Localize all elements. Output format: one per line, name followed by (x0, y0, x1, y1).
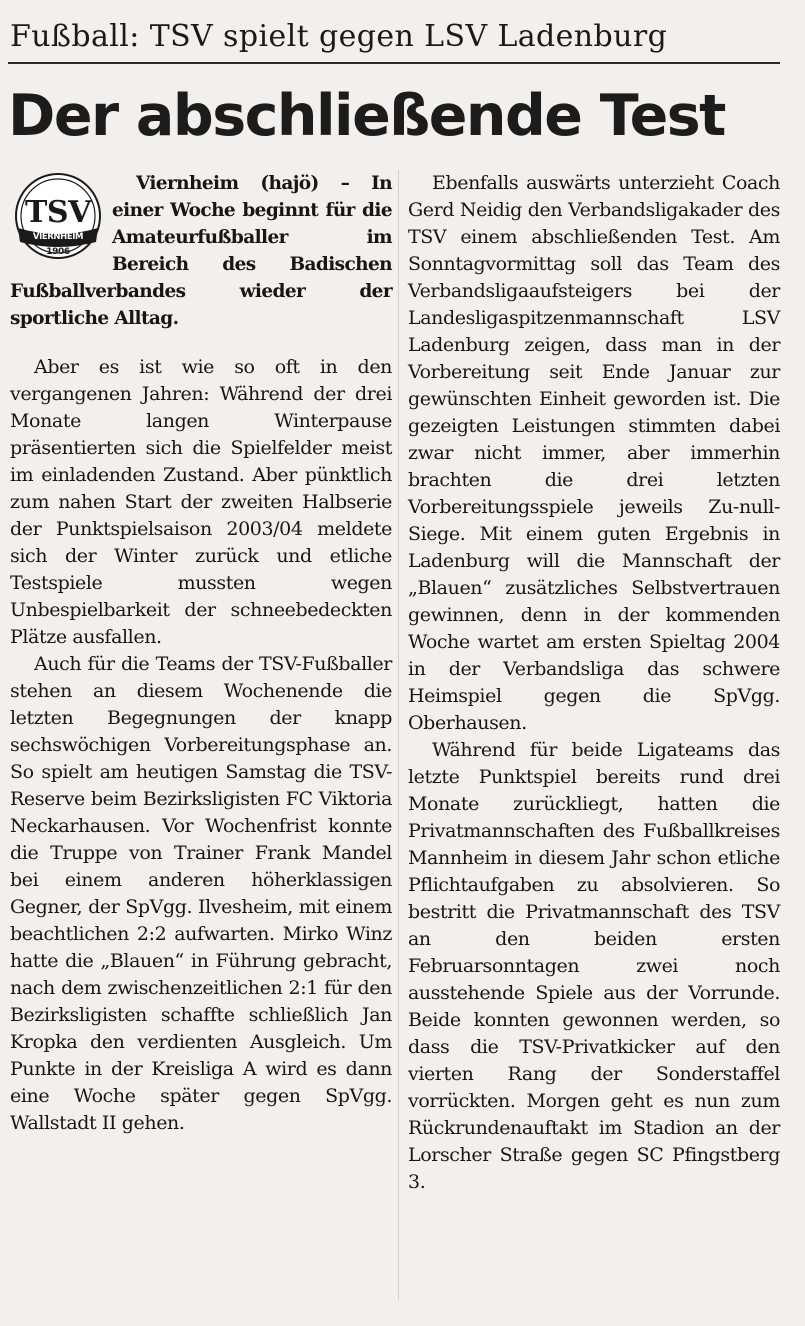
column-right (408, 170, 780, 1196)
kicker-line: Fußball: TSV spielt gegen LSV Ladenburg (10, 19, 668, 54)
body-paragraph: Ebenfalls auswärts unterzieht Coach Gerd Neidig den Verbandsligakader des TSV einem abschließenden Test. Am Sonntagvormittag soll das Team des Verbandsligaaufsteigers bei der Landesligaspitzenmannschaft LSV Ladenburg zeigen, dass man in der Vorbereitung seit Ende Januar zur gewünschten Einheit geworden ist. Die gezeigten Leistungen stimmten dabei zwar nicht immer, aber immerhin brachten die drei letzten Vorbereitungsspiele jeweils Zu-null-Siege. Mit einem guten Ergebnis in Ladenburg will die Mannschaft der „Blauen“ zusätzliches Selbstvertrauen gewinnen, denn in der kommenden Woche wartet am ersten Spieltag 2004 in der Verbandsliga das schwere Heimspiel gegen die SpVgg. Oberhausen. (408, 172, 780, 734)
lead-paragraph: Viernheim (hajö) – In einer Woche beginnt für die Amateurfußballer im Bereich des Badischen Fußballverbandes wieder der sportliche Alltag. (10, 173, 392, 329)
headline: Der abschließende Test (8, 83, 725, 149)
crest-place: VIERNHEIM (32, 232, 84, 242)
body-paragraph: Auch für die Teams der TSV-Fußballer stehen an diesem Wochenende die letzten Begegnungen der knapp sechswöchigen Vorbereitungsphase an. So spielt am heutigen Samstag die TSV-Reserve beim Bezirksligisten FC Viktoria Neckarhausen. Vor Wochenfrist konnte die Truppe von Trainer Frank Mandel bei einem anderen höherklassigen Gegner, der SpVgg. Ilvesheim, mit einem beachtlichen 2:2 aufwarten. Mirko Winz hatte die „Blauen“ in Führung gebracht, nach dem zwischenzeitlichen 2:1 für den Bezirksligisten schaffte schließlich Jan Kropka den verdienten Ausgleich. Um Punkte in der Kreisliga A wird es dann eine Woche später gegen SpVgg. Wallstadt II gehen. (10, 653, 392, 1134)
column-divider (398, 170, 399, 1300)
crest-letters: TSV (24, 195, 92, 230)
crest-year: 1906 (46, 247, 70, 257)
body-paragraph: Aber es ist wie so oft in den vergangenen Jahren: Während der drei Monate langen Winterpause präsentierten sich die Spielfelder meist im einladenden Zustand. Aber pünktlich zum nahen Start der zweiten Halbserie der Punktspielsaison 2003/04 meldete sich der Winter zurück und etliche Testspiele mussten wegen Unbespielbarkeit der schneebedeckten Plätze ausfallen. (10, 356, 392, 648)
tsv-viernheim-crest-icon (10, 172, 106, 264)
body-paragraph: Während für beide Ligateams das letzte Punktspiel bereits rund drei Monate zurückliegt, hatten die Privatmannschaften des Fußballkreises Mannheim in diesem Jahr schon etliche Pflichtaufgaben zu absolvieren. So bestritt die Privatmannschaft des TSV an den beiden ersten Februarsonntagen zwei noch ausstehende Spiele aus der Vorrunde. Beide konnten gewonnen werden, so dass die TSV-Privatkicker auf den vierten Rang der Sonderstaffel vorrückten. Morgen geht es nun zum Rückrundenauftakt im Stadion an der Lorscher Straße gegen SC Pfingstberg 3. (408, 739, 780, 1193)
column-left (10, 170, 392, 1137)
kicker-rule (8, 62, 780, 64)
